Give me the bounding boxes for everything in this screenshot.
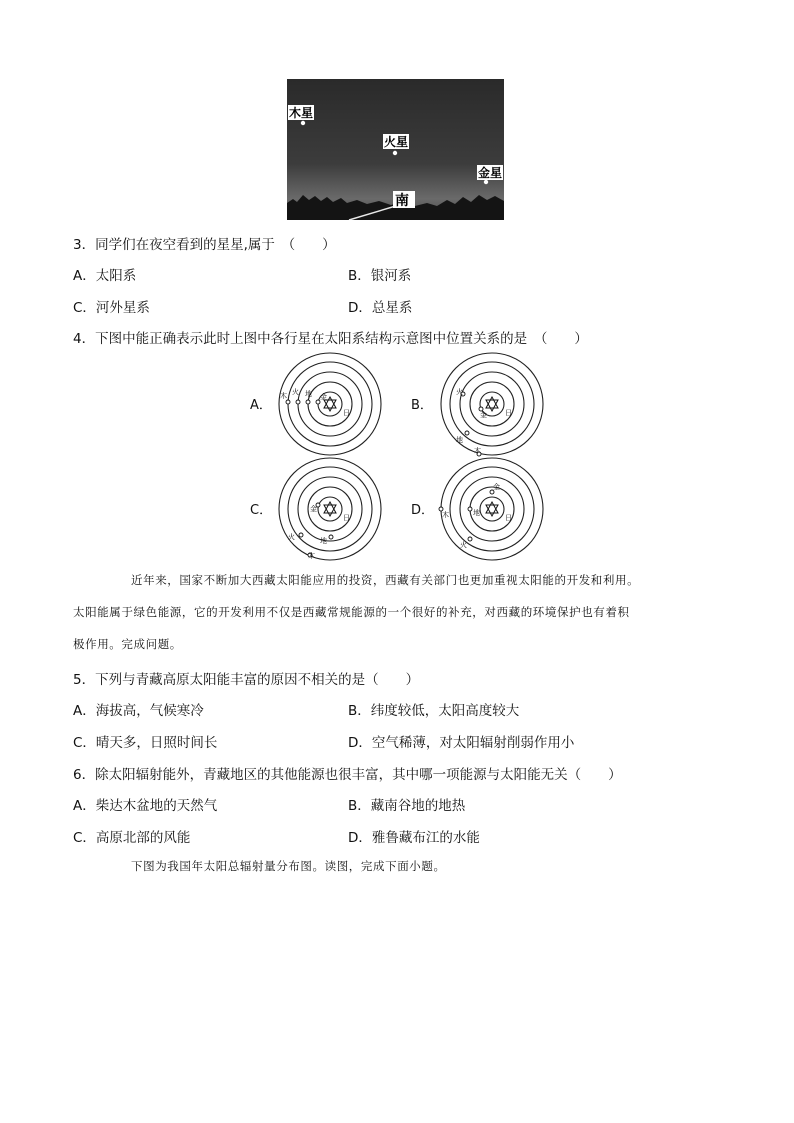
a-mars-label: 火 — [292, 388, 299, 396]
c-mars-label: 火 — [288, 533, 295, 541]
diagram-label-c: C． — [250, 503, 273, 518]
diagram-a-sun-label: 日 — [343, 409, 350, 417]
q5-option-d: D．空气稀薄，对太阳辐射削弱作用小 — [348, 735, 575, 751]
photo-label-jupiter: 木星 — [289, 106, 314, 120]
q5-option-a: A．海拔高，气候寒冷 — [73, 703, 204, 719]
c-earth-label: 地 — [320, 537, 327, 545]
d-jupiter-label: 木 — [442, 511, 449, 519]
q6-option-d: D．雅鲁藏布江的水能 — [348, 830, 480, 846]
q3-option-c: C．河外星系 — [73, 300, 150, 316]
q3-option-b: B．银河系 — [348, 268, 412, 284]
q5-option-c: C．晴天多，日照时间长 — [73, 735, 218, 751]
diagram-b-sun-label: 日 — [505, 409, 512, 417]
diagram-d-sun-label: 日 — [505, 514, 512, 522]
q3-option-d: D．总星系 — [348, 300, 413, 316]
q3-option-a: A．太阳系 — [73, 268, 137, 284]
a-earth-label: 地 — [305, 390, 312, 398]
b-earth-label: 地 — [456, 436, 463, 444]
passage1-line1: 近年来，国家不断加大西藏太阳能应用的投资，西藏有关部门也更加重视太阳能的开发和利用。 — [131, 573, 640, 587]
q3-stem: 3．同学们在夜空看到的星星,属于 （ ） — [73, 237, 336, 253]
b-venus-label: 金 — [480, 411, 487, 419]
passage2-line1: 下图为我国年太阳总辐射量分布图。读图，完成下面小题。 — [131, 859, 446, 873]
q5-option-b: B．纬度较低，太阳高度较大 — [348, 703, 520, 719]
a-venus-label: 金 — [320, 393, 327, 401]
d-earth-label: 地 — [473, 509, 480, 517]
mars-dot — [393, 151, 397, 155]
night-sky-photo — [287, 79, 504, 220]
c-venus-label: 金 — [310, 505, 317, 513]
q4-stem: 4．下图中能正确表示此时上图中各行星在太阳系结构示意图中位置关系的是 （ ） — [73, 331, 588, 347]
diagram-c-sun-label: 日 — [343, 514, 350, 522]
photo-label-mars: 火星 — [384, 135, 409, 149]
photo-label-south: 南 — [395, 193, 409, 209]
c-jupiter-label: 木 — [308, 552, 315, 560]
photo-label-venus: 金星 — [478, 166, 503, 180]
diagram-label-a: A． — [250, 398, 272, 413]
diagram-label-d: D． — [411, 503, 435, 518]
b-mars-label: 火 — [456, 388, 463, 396]
b-jupiter-label: 木 — [474, 447, 481, 455]
passage1-line3: 极作用。完成问题。 — [73, 637, 182, 651]
d-venus-label: 金 — [493, 483, 500, 491]
q6-stem: 6．除太阳辐射能外，青藏地区的其他能源也很丰富，其中哪一项能源与太阳能无关（ ） — [73, 767, 622, 783]
jupiter-dot — [301, 121, 305, 125]
q6-option-a: A．柴达木盆地的天然气 — [73, 798, 218, 814]
night-sky-image — [287, 79, 504, 220]
d-mars-label: 火 — [460, 541, 467, 549]
passage1-line2: 太阳能属于绿色能源，它的开发利用不仅是西藏常规能源的一个很好的补充，对西藏的环境保护也有着积 — [73, 605, 630, 619]
q5-stem: 5．下列与青藏高原太阳能丰富的原因不相关的是（ ） — [73, 672, 420, 688]
q6-option-b: B．藏南谷地的地热 — [348, 798, 466, 814]
venus-dot — [484, 180, 488, 184]
a-jupiter-label: 木 — [280, 392, 287, 400]
solar-system-diagrams — [248, 347, 558, 563]
q6-option-c: C．高原北部的风能 — [73, 830, 191, 846]
diagram-label-b: B． — [411, 398, 433, 413]
